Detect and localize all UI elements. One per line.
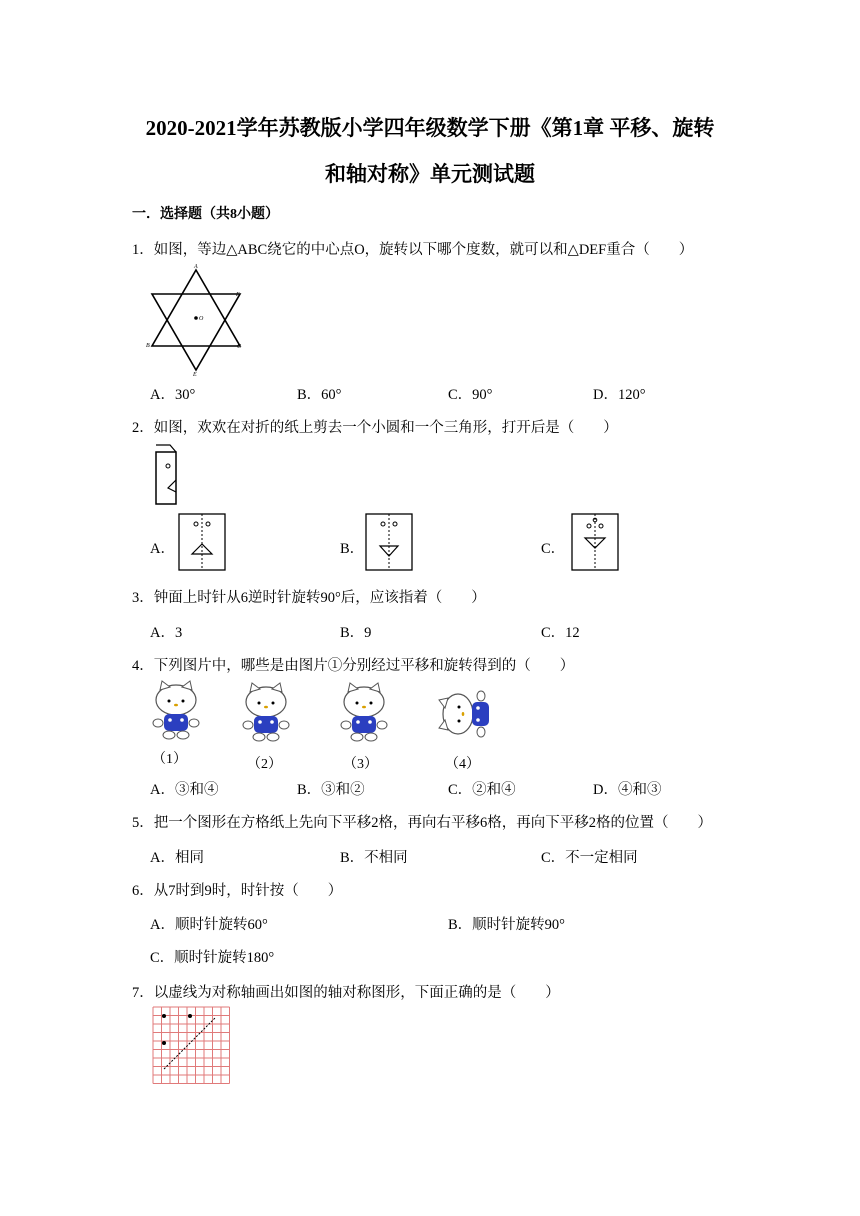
q4-option-b[interactable]: B．③和② (297, 782, 365, 798)
grid-figure (152, 1006, 234, 1090)
question-3: 3．钟面上时针从6逆时针旋转90°后，应该指着（ ） (132, 590, 486, 606)
q3-option-b[interactable]: B．9 (340, 625, 372, 641)
triangle-def (152, 294, 240, 370)
q4-option-a[interactable]: A．③和④ (150, 782, 219, 798)
question-7: 7．以虚线为对称轴画出如图的轴对称图形，下面正确的是（ ） (132, 985, 560, 1001)
kitty-image-2 (240, 682, 294, 744)
label-c: C (237, 344, 242, 350)
q2-option-b-figure[interactable] (364, 512, 414, 572)
question-1: 1．如图，等边△ABC绕它的中心点O，旋转以下哪个度数，就可以和△DEF重合（ ） (132, 242, 694, 258)
kitty-label-3: （3） (343, 757, 378, 772)
q2-option-b[interactable]: B． (340, 541, 365, 557)
q6-option-c[interactable]: C．顺时针旋转180° (150, 950, 275, 966)
label-b: B (146, 343, 150, 349)
section-heading: 一．选择题（共8小题） (132, 207, 279, 222)
question-5: 5．把一个图形在方格纸上先向下平移2格，再向右平移6格，再向下平移2格的位置（ ） (132, 815, 712, 831)
page-title-line2: 和轴对称》单元测试题 (325, 162, 535, 186)
star-of-david-figure (144, 264, 244, 378)
triangle-abc (152, 270, 240, 346)
q3-option-a[interactable]: A．3 (150, 625, 183, 641)
q4-option-d[interactable]: D．④和③ (593, 782, 662, 798)
q2-option-a-figure[interactable] (177, 512, 227, 572)
kitty-label-2: （2） (247, 757, 282, 772)
label-f: F (236, 292, 240, 298)
kitty-label-1: （1） (152, 752, 187, 767)
label-o: O (199, 316, 204, 322)
q5-option-c[interactable]: C．不一定相同 (541, 850, 638, 866)
q2-option-a[interactable]: A． (150, 541, 175, 557)
center-point (194, 316, 198, 320)
q6-option-b[interactable]: B．顺时针旋转90° (448, 917, 565, 933)
label-e: E (193, 372, 197, 378)
question-6: 6．从7时到9时，时针按（ ） (132, 883, 343, 899)
label-a: A (194, 264, 198, 270)
kitty-label-4: （4） (445, 757, 480, 772)
q4-option-c[interactable]: C．②和④ (448, 782, 516, 798)
page-title-line1: 2020-2021学年苏教版小学四年级数学下册《第1章 平移、旋转 (145, 116, 715, 140)
q1-option-b[interactable]: B．60° (297, 387, 342, 403)
question-4: 4．下列图片中，哪些是由图片①分别经过平移和旋转得到的（ ） (132, 658, 575, 674)
q1-option-d[interactable]: D．120° (593, 387, 646, 403)
kitty-image-4 (432, 686, 502, 742)
q2-option-c[interactable]: C． (541, 541, 566, 557)
q3-option-c[interactable]: C．12 (541, 625, 580, 641)
kitty-image-3 (338, 682, 392, 744)
kitty-image-1 (150, 680, 204, 742)
q2-option-c-figure[interactable] (570, 512, 620, 572)
q5-option-a[interactable]: A．相同 (150, 850, 204, 866)
q1-option-a[interactable]: A．30° (150, 387, 196, 403)
q1-option-c[interactable]: C．90° (448, 387, 493, 403)
q5-option-b[interactable]: B．不相同 (340, 850, 408, 866)
folded-paper-figure (152, 442, 182, 506)
q6-option-a[interactable]: A．顺时针旋转60° (150, 917, 268, 933)
question-2: 2．如图，欢欢在对折的纸上剪去一个小圆和一个三角形，打开后是（ ） (132, 420, 618, 436)
